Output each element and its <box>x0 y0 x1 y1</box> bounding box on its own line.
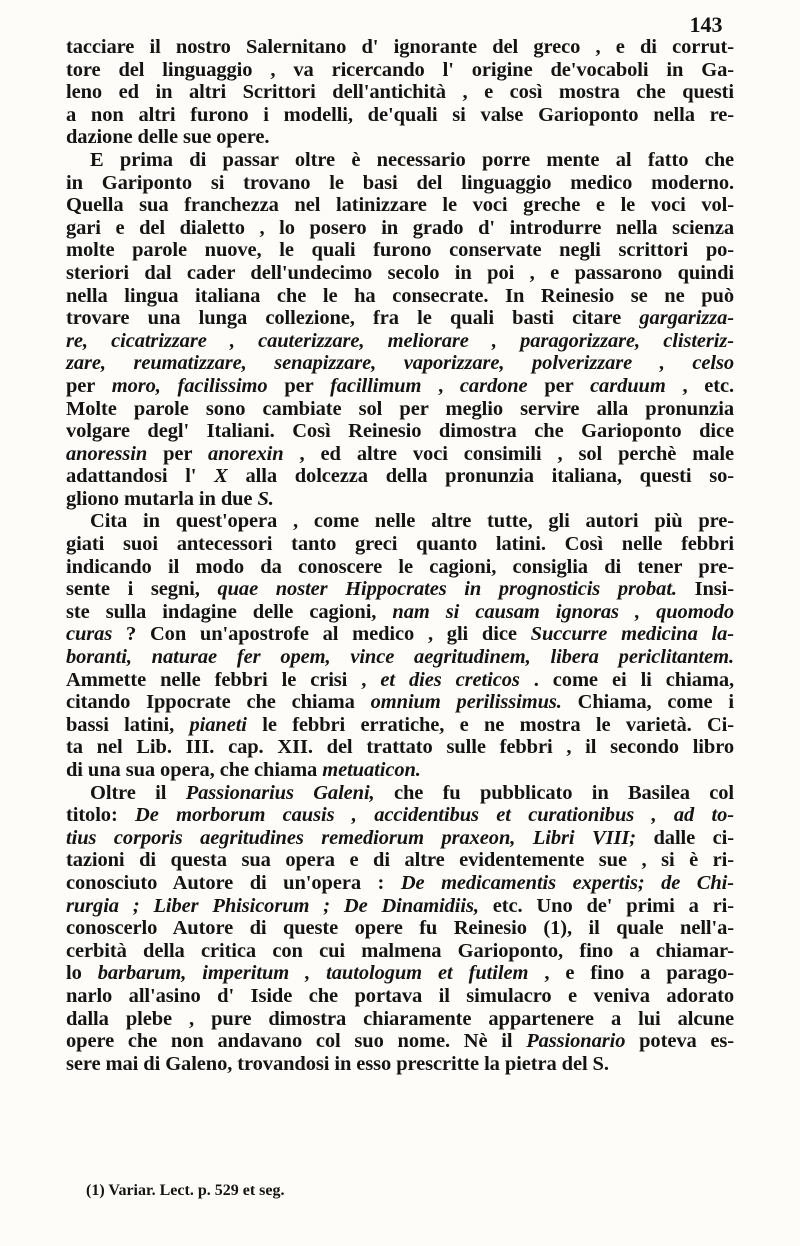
italic-run: nam si causam ignoras , quomodo <box>392 600 734 623</box>
text-run: giati suoi antecessori tanto greci quanto latini. Così nelle febbri <box>66 533 734 556</box>
text-line <box>66 1008 734 1031</box>
text-run: per <box>267 374 331 397</box>
italic-run: X <box>214 465 228 488</box>
text-run: sere mai di Galeno, trovandosi in esso prescritte la pietra del S. <box>66 1052 609 1075</box>
text-run: cerbità della critica con cui malmena Garioponto, fino a chiamar- <box>66 939 734 962</box>
italic-run: tius corporis aegritudines remediorum praxeon, Libri VIII; <box>66 826 636 849</box>
text-run: le febbri erratiche, e ne mostra le varietà. Ci- <box>246 713 735 736</box>
text-run: ? Con un'apostrofe al medico , gli dice <box>112 623 531 646</box>
text-run: Quella sua franchezza nel latinizzare le voci greche e le voci vol- <box>66 194 734 217</box>
text-line <box>66 420 734 443</box>
text-run: a non altri furono i modelli, de'quali si valse Garioponto nella re- <box>66 103 734 126</box>
italic-run: curas <box>66 623 113 646</box>
text-line <box>66 262 734 285</box>
text-run: steriori dal cader dell'undecimo secolo in poi , e passarono quindi <box>66 261 734 284</box>
text-run: Molte parole sono cambiate sol per meglio servire alla pronunzia <box>66 397 734 420</box>
text-line <box>66 81 734 104</box>
text-run: in Gariponto si trovano le basi del linguaggio medico moderno. <box>66 171 734 194</box>
text-line <box>66 149 734 172</box>
italic-run: zare, reumatizzare, senapizzare, vaporizzare, polverizzare , celso <box>66 352 734 375</box>
text-line <box>66 556 734 579</box>
text-run: citando Ippocrate che chiama <box>66 691 371 714</box>
text-line <box>66 36 734 59</box>
text-line <box>66 217 734 240</box>
text-line <box>66 736 734 759</box>
italic-run: et dies creticos <box>380 668 520 691</box>
text-line <box>66 578 734 601</box>
text-line <box>66 782 734 805</box>
text-line <box>66 962 734 985</box>
text-run: Ammette nelle febbri le crisi , <box>66 668 381 691</box>
paragraph <box>66 510 734 781</box>
text-line <box>66 285 734 308</box>
text-line <box>66 172 734 195</box>
text-run: etc. Uno de' primi a ri- <box>478 894 734 917</box>
text-run: , <box>421 374 460 397</box>
text-run: molte parole nuove, le quali furono conservate negli scrittori po- <box>66 239 734 262</box>
italic-run: re, cicatrizzare , cauterizzare, meliorare , paragorizzare, clisteriz- <box>66 329 734 352</box>
text-line <box>66 352 734 375</box>
text-run: titolo: <box>66 804 136 827</box>
text-run: dazione delle sue opere. <box>66 126 270 149</box>
text-line <box>66 239 734 262</box>
text-line <box>66 985 734 1008</box>
italic-run: anorexin <box>208 442 284 465</box>
page-number: 143 <box>689 12 723 37</box>
italic-run: De medicamentis expertis; de Chi- <box>400 871 734 894</box>
text-run: Cita in quest'opera , come nelle altre tutte, gli autori più pre- <box>90 510 734 533</box>
text-run: indicando il modo da conoscere le cagioni, consiglia di tener pre- <box>66 555 734 578</box>
text-line <box>66 849 734 872</box>
text-line <box>66 646 734 669</box>
text-run: . come ei li chiama, <box>519 668 734 691</box>
text-run: dalle ci- <box>635 826 735 849</box>
text-run: tacciare il nostro Salernitano d' ignorante del greco , e di corrut- <box>66 36 734 58</box>
text-run: , etc. <box>665 374 735 397</box>
text-run: Insi- <box>676 578 735 601</box>
text-line <box>66 714 734 737</box>
text-line <box>66 126 734 149</box>
text-run: narlo all'asino d' Iside che portava il simulacro e veniva adorato <box>66 984 734 1007</box>
text-line <box>66 443 734 466</box>
text-run: che fu pubblicato in Basilea col <box>374 781 735 804</box>
italic-run: Succurre medicina la- <box>530 623 734 646</box>
text-run: tazioni di questa sua opera e di altre evidentemente sue , si è ri- <box>66 849 734 872</box>
text-line <box>66 691 734 714</box>
italic-run: Passionarius Galeni, <box>185 781 375 804</box>
text-run: conoscerlo Autore di queste opere fu Reinesio (1), il quale nell'a- <box>66 917 734 940</box>
paragraph <box>66 36 734 149</box>
body-text <box>66 36 734 1075</box>
text-run: ste sulla indagine delle cagioni, <box>66 600 393 623</box>
text-line <box>66 330 734 353</box>
text-run: E prima di passar oltre è necessario porre mente al fatto che <box>90 148 734 171</box>
text-line <box>66 194 734 217</box>
text-run: leno ed in altri Scrittori dell'antichità , e così mostra che questi <box>66 81 734 104</box>
italic-run: omnium perilissimus. <box>370 691 562 714</box>
text-line <box>66 465 734 488</box>
text-run: , e fino a parago- <box>528 962 734 985</box>
text-run: lo <box>66 962 98 985</box>
italic-run: Passionario <box>526 1030 626 1053</box>
text-line <box>66 104 734 127</box>
text-line <box>66 669 734 692</box>
italic-run: carduum <box>590 374 666 397</box>
text-run: per <box>147 442 209 465</box>
text-run: poteva es- <box>625 1030 734 1053</box>
text-line <box>66 601 734 624</box>
italic-run: anoressin <box>66 442 148 465</box>
text-run: bassi latini, <box>66 713 190 736</box>
text-line <box>66 895 734 918</box>
italic-run: pianeti <box>189 713 247 736</box>
italic-run: boranti, naturae fer opem, vince aegritudinem, libera periclitantem. <box>66 646 734 669</box>
text-run: di una sua opera, che chiama <box>66 759 323 781</box>
text-run: nella lingua italiana che le ha consecrate. In Reinesio se ne può <box>66 284 734 307</box>
text-line <box>66 307 734 330</box>
italic-run: facillimum <box>330 374 422 397</box>
text-run: per <box>66 374 112 397</box>
italic-run: cardone <box>459 374 528 397</box>
text-line <box>66 533 734 556</box>
text-run: ta nel Lib. III. cap. XII. del trattato sulle febbri , il secondo libro <box>66 736 734 759</box>
text-line <box>66 827 734 850</box>
text-line <box>66 1030 734 1053</box>
text-run: gari e del dialetto , lo posero in grado d' introdurre nella scienza <box>66 216 734 239</box>
paragraph <box>66 782 734 1076</box>
italic-run: metuaticon. <box>322 759 421 781</box>
text-run: volgare degl' Italiani. Così Reinesio dimostra che Garioponto dice <box>66 420 734 443</box>
text-line <box>66 375 734 398</box>
text-line <box>66 623 734 646</box>
text-line <box>66 59 734 82</box>
text-run: trovare una lunga collezione, fra le quali basti citare <box>66 307 640 330</box>
text-line <box>66 398 734 421</box>
text-run: opere che non andavano col suo nome. Nè il <box>66 1030 527 1053</box>
text-line <box>66 510 734 533</box>
text-run: Chiama, come i <box>561 691 734 714</box>
footnote: (1) Variar. Lect. p. 529 et seg. <box>86 1182 285 1199</box>
italic-run: barbarum, imperitum , tautologum et futilem <box>97 962 529 985</box>
text-run: dalla plebe , pure dimostra chiaramente appartenere a lui alcune <box>66 1007 734 1030</box>
text-line <box>66 759 734 782</box>
text-run: alla dolcezza della pronunzia italiana, questi so- <box>227 465 734 488</box>
italic-run: De morborum causis , accidentibus et curationibus , ad to- <box>135 804 734 827</box>
text-run: adattandosi l' <box>66 465 215 488</box>
italic-run: rurgia ; Liber Phisicorum ; De Dinamidiis, <box>66 894 479 917</box>
text-line <box>66 940 734 963</box>
text-run: Oltre il <box>90 781 186 804</box>
italic-run: S. <box>257 487 274 510</box>
text-line <box>66 804 734 827</box>
italic-run: moro, facilissimo <box>111 374 268 397</box>
italic-run: gargarizza- <box>639 307 734 330</box>
text-run: gliono mutarla in due <box>66 487 258 510</box>
text-run: per <box>527 374 591 397</box>
text-run: sente i segni, <box>66 578 218 601</box>
paragraph <box>66 149 734 511</box>
text-run: tore del linguaggio , va ricercando l' origine de'vocaboli in Ga- <box>66 58 734 81</box>
text-run: conosciuto Autore di un'opera : <box>66 871 401 894</box>
text-line <box>66 1053 734 1076</box>
text-line <box>66 917 734 940</box>
text-line <box>66 488 734 511</box>
text-line <box>66 872 734 895</box>
text-run: , ed altre voci consimili , sol perchè male <box>283 442 734 465</box>
italic-run: quae noster Hippocrates in prognosticis probat. <box>217 578 677 601</box>
